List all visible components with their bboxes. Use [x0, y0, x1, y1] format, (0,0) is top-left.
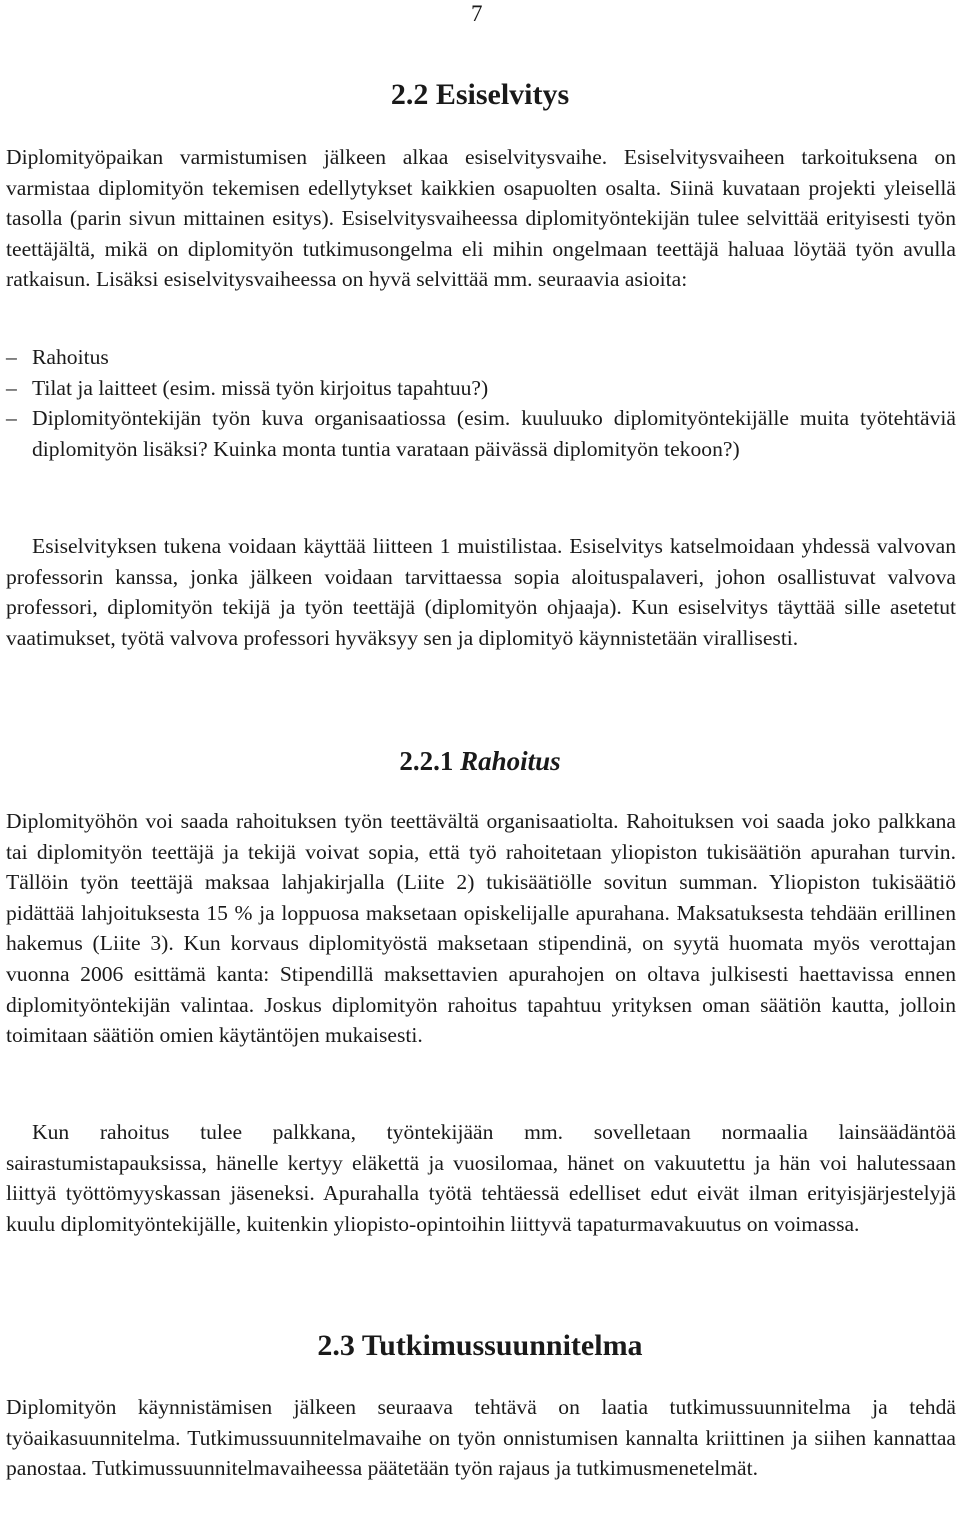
paragraph-esiselvitys-intro: Diplomityöpaikan varmistumisen jälkeen alkaa esiselvitysvaihe. Esiselvitysvaiheen tarkoituksena on varmistaa diplomityön tekemisen edellytykset kaikkien osapuolten osalta. Siinä kuvataan projekti yleisellä tasolla (parin sivun mittainen esitys). Esiselvitysvaiheessa diplomityöntekijän tulee selvittää erityisesti työn teettäjältä, mikä on diplomityön tutkimusongelma eli mihin ongelmaan teettäjä haluaa löytää työn avulla ratkaisun. Lisäksi esiselvitysvaiheessa on hyvä selvittää mm. seuraavia asioita: [6, 145, 956, 292]
list-item: – Rahoitus [6, 342, 956, 373]
subsection-heading-2-2-1 [0, 744, 960, 778]
paragraph-rahoitus-1: Diplomityöhön voi saada rahoituksen työn teettävältä organisaatiolta. Rahoituksen voi saada joko palkkana tai diplomityön teettäjä ja tekijä voivat sopia, että työ rahoitetaan yliopiston tukisäätiön apurahan turvin. Tällöin työn teettäjä maksaa lahjakirjalla (Liite 2) tukisäätiölle sovitun summan. Yliopiston tukisäätiö pidättää lahjoituksesta 15 % ja loppuosa maksetaan opiskelijalle apurahana. Maksatuksesta tehdään erillinen hakemus (Liite 3). Kun korvaus diplomityöstä maksetaan stipendinä, on syytä huomata myös verottajan vuonna 2006 esittämä kanta: Stipendillä maksettavien apurahojen on oltava julkisesti haettavissa ennen diplomityöntekijän valintaa. Joskus diplomityön rahoitus tapahtuu yrityksen oman säätiön kautta, jolloin toimitaan säätiön omien käytäntöjen mukaisesti. [6, 809, 956, 1048]
paragraph-tutkimussuunnitelma: Diplomityön käynnistämisen jälkeen seuraava tehtävä on laatia tutkimussuunnitelma ja tehdä työaikasuunnitelma. Tutkimussuunnitelmavaihe on työn onnistumisen kannalta kriittinen ja siihen kannattaa panostaa. Tutkimussuunnitelmavaiheessa päätetään työn rajaus ja tutkimusmenetelmät. [6, 1395, 956, 1481]
preliminary-items-list [6, 342, 956, 464]
subsection-title: Rahoitus [460, 746, 561, 776]
list-item: – Tilat ja laitteet (esim. missä työn kirjoitus tapahtuu?) [6, 373, 956, 404]
section-heading-2-2: 2.2 Esiselvitys [390, 78, 570, 111]
paragraph-esiselvitys-review: Esiselvityksen tukena voidaan käyttää liitteen 1 muistilistaa. Esiselvitys katselmoidaan yhdessä valvovan professorin kanssa, jonka jälkeen voidaan tarvittaessa sopia aloituspalaveri, johon osallistuvat valvova professori, diplomityön tekijä ja työn teettäjä (diplomityön ohjaaja). Kun esiselvitys täyttää sille asetetut vaatimukset, työtä valvova professori hyväksyy sen ja diplomityö käynnistetään virallisesti. [6, 534, 956, 650]
page-number: 7 [471, 1, 483, 26]
section-heading-2-3: 2.3 Tutkimussuunnitelma [317, 1329, 643, 1362]
list-item: – Diplomityöntekijän työn kuva organisaatiossa (esim. kuuluuko diplomityöntekijälle muita työtehtäviä diplomityön lisäksi? Kuinka monta tuntia varataan päivässä diplomityön tekoon?) [6, 403, 956, 464]
subsection-number: 2.2.1 [399, 746, 454, 776]
paragraph-rahoitus-2: Kun rahoitus tulee palkkana, työntekijään mm. sovelletaan normaalia lainsäädäntöä sairastumistapauksissa, hänelle kertyy eläkettä ja vuosilomaa, hänet on vakuutettu ja hän voi halutessaan liittyä työttömyyskassan jäseneksi. Apurahalla työtä tehtäessä edelliset edut eivät ilman erityisjärjestelyjä kuulu diplomityöntekijälle, kuitenkin yliopisto-opintoihin liittyvä tapaturmavakuutus on voimassa. [6, 1120, 956, 1236]
